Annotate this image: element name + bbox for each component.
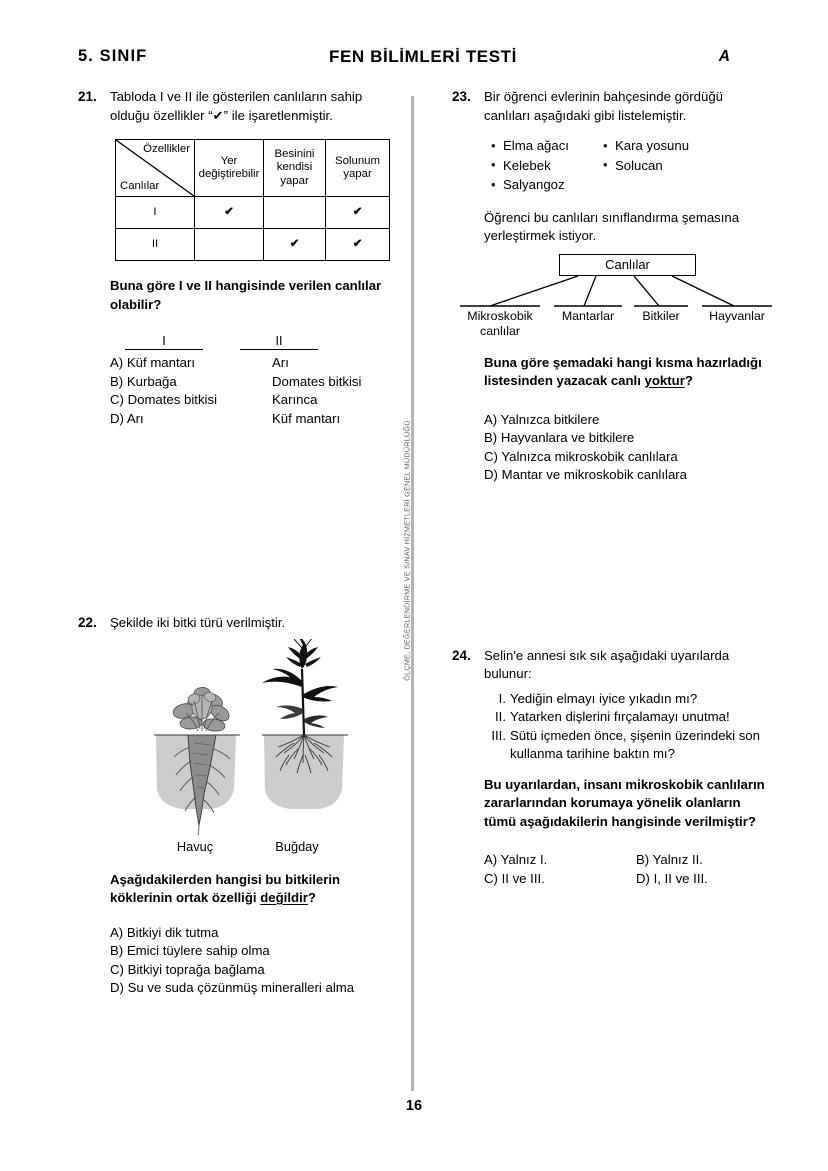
item-text: Yediğin elmayı iyice yıkadın mı? — [510, 690, 698, 706]
tree-leaf-fungi: Mantarlar — [561, 308, 615, 323]
option-row[interactable]: D) Su ve suda çözünmüş mineralleri alma — [110, 980, 355, 995]
figure-captions — [124, 839, 376, 857]
grade-label: 5. SINIF — [78, 47, 148, 65]
option-a: A) Yalnız I. — [484, 852, 548, 867]
question-23-number: 23. — [452, 89, 471, 104]
list-item: • Solucan — [602, 156, 689, 176]
option-col-header-1: I — [125, 334, 203, 350]
publisher-vertical-text — [395, 420, 419, 680]
option-c-col1: C) Domates bitkisi — [110, 392, 218, 407]
item-text: Yatarken dişlerini fırçalamayı unutma! — [510, 709, 730, 724]
option-row[interactable]: C) Bitkiyi toprağa bağlama — [110, 961, 265, 977]
question-24-header — [452, 647, 772, 684]
question-21-stem: Tabloda I ve II ile gösterilen canlıların sahip olduğu özellikler “✔” ile işaretlenmiştir. — [110, 89, 363, 123]
question-21-options-wrap — [110, 354, 396, 428]
question-24-body — [484, 690, 772, 889]
corner-label-organisms: Canlılar — [120, 180, 160, 192]
question-22-header — [78, 614, 396, 633]
question-24-number: 24. — [452, 647, 471, 663]
option-d: D) I, II ve III. — [636, 870, 708, 886]
list-item: • Kara yosunu — [602, 136, 689, 156]
organism-list-col2 — [602, 136, 689, 175]
tree-leaf-plants: Bitkiler — [642, 308, 680, 323]
list-item — [484, 708, 772, 727]
table-col-header-2: Solunum yapar — [326, 140, 390, 197]
option-row[interactable] — [110, 354, 396, 373]
table-row — [116, 229, 390, 261]
option-a-col2: Arı — [272, 355, 289, 370]
item-number: I. — [498, 690, 506, 706]
question-23 — [452, 88, 772, 485]
plants-illustration — [124, 639, 376, 839]
table-row-label-1: II — [116, 229, 195, 261]
table-row — [116, 197, 390, 229]
classification-tree — [456, 254, 804, 346]
table-row-label-0: I — [116, 197, 195, 229]
option-d-col2: Küf mantarı — [272, 410, 341, 426]
list-item: • Kelebek — [490, 156, 602, 176]
tree-leaf-microscopic: Mikroskobik canlılar — [467, 308, 533, 338]
question-23-stem2: Öğrenci bu canlıları sınıflandırma şemasına yerleştirmek istiyor. — [484, 209, 740, 243]
publisher-label: ÖLÇME, DEĞERLENDİRME VE SINAV HİZMETLERİ GENEL MÜDÜRLÜĞÜ — [402, 419, 412, 681]
option-c: C) II ve III. — [484, 870, 545, 886]
table-cell-1-1: ✔ — [264, 229, 326, 261]
question-21-number: 21. — [78, 89, 97, 104]
question-22-prompt: Aşağıdakilerden hangisi bu bitkilerin köklerinin ortak özelliği değildir? — [110, 871, 341, 905]
question-22-number: 22. — [78, 615, 97, 630]
option-row[interactable] — [484, 851, 772, 870]
question-22-body — [110, 871, 396, 998]
question-23-stem: Bir öğrenci evlerinin bahçesinde gördüğü canlıları aşağıdaki gibi listelemiştir. — [484, 89, 723, 123]
option-col-header-2: II — [240, 334, 318, 350]
question-21 — [78, 88, 396, 428]
organism-list — [490, 136, 772, 195]
table-header-row — [116, 140, 390, 197]
properties-table — [115, 139, 390, 261]
option-row[interactable]: A) Bitkiyi dik tutma — [110, 924, 219, 940]
option-row[interactable]: C) Yalnızca mikroskobik canlılara — [484, 448, 678, 464]
item-text: Sütü içmeden önce, şişenin üzerindeki son kullanma tarihine baktın mı? — [510, 727, 760, 761]
table-corner-cell — [116, 140, 195, 197]
question-24-stem: Selin'e annesi sık sık aşağıdaki uyarılarda bulunur: — [484, 647, 730, 681]
table-cell-0-0: ✔ — [195, 197, 264, 229]
tree-root-node: Canlılar — [559, 254, 696, 276]
table-cell-1-0 — [195, 229, 264, 261]
organism-list-col1 — [490, 136, 602, 195]
item-number: II. — [495, 709, 506, 724]
left-column — [78, 88, 396, 998]
question-24 — [452, 647, 772, 889]
question-21-header — [78, 88, 396, 125]
option-b: B) Yalnız II. — [636, 852, 703, 867]
table-cell-1-2: ✔ — [326, 229, 390, 261]
page-header — [78, 47, 750, 73]
corner-label-properties: Özellikler — [143, 143, 190, 155]
question-24-prompt: Bu uyarılardan, insanı mikroskobik canlıların zararlarından korumaya yönelik olanların tümü aşağıdakilerin hangisinde verilmiştir? — [484, 776, 765, 829]
table-col-header-1: Besinini kendisi yapar — [264, 140, 326, 197]
option-a-col1: A) Küf mantarı — [110, 355, 196, 370]
question-23-options — [484, 411, 772, 485]
option-b-col1: B) Kurbağa — [110, 373, 177, 389]
option-c-col2: Karınca — [272, 392, 318, 407]
item-number: III. — [491, 727, 506, 743]
option-row[interactable]: B) Hayvanlara ve bitkilere — [484, 430, 635, 445]
option-row[interactable] — [110, 391, 396, 410]
table-cell-0-2: ✔ — [326, 197, 390, 229]
right-column — [452, 88, 772, 888]
question-22-stem: Şekilde iki bitki türü verilmiştir. — [110, 615, 286, 630]
list-item — [484, 690, 772, 709]
option-row[interactable] — [110, 410, 396, 429]
page-number: 16 — [405, 1098, 423, 1114]
caption-wheat: Buğday — [275, 838, 319, 854]
table-cell-0-1 — [264, 197, 326, 229]
option-d-col1: D) Arı — [110, 410, 144, 426]
list-item: • Elma ağacı — [490, 136, 602, 156]
list-item: • Salyangoz — [490, 175, 602, 195]
option-row[interactable]: B) Emici tüylere sahip olma — [110, 943, 270, 958]
question-21-options — [110, 354, 396, 428]
question-24-options — [484, 851, 772, 888]
question-23-header — [452, 88, 772, 125]
booklet-letter: A — [718, 48, 730, 65]
list-item — [484, 727, 772, 764]
option-row[interactable]: D) Mantar ve mikroskobik canlılara — [484, 467, 688, 482]
plants-figure — [124, 639, 376, 839]
question-22-options — [110, 924, 396, 998]
question-23-prompt: Buna göre şemadaki hangi kısma hazırladığı listesinden yazacak canlı yoktur? — [484, 354, 762, 388]
question-23-body — [467, 136, 772, 485]
question-21-prompt: Buna göre I ve II hangisinde verilen canlılar olabilir? — [110, 278, 382, 312]
option-b-col2: Domates bitkisi — [272, 373, 362, 389]
question-21-body — [110, 277, 396, 314]
test-title: FEN BİLİMLERİ TESTİ — [328, 47, 517, 66]
option-row[interactable]: A) Yalnızca bitkilere — [484, 411, 600, 427]
warnings-list — [484, 690, 772, 764]
question-21-option-headers — [115, 334, 396, 351]
caption-carrot: Havuç — [176, 838, 214, 854]
question-21-table-wrap — [115, 139, 396, 261]
option-row[interactable] — [110, 373, 396, 392]
tree-leaf-animals: Hayvanlar — [709, 308, 765, 323]
option-row[interactable] — [484, 870, 772, 889]
question-22 — [78, 614, 396, 998]
table-col-header-0: Yer değiştirebilir — [195, 140, 264, 197]
